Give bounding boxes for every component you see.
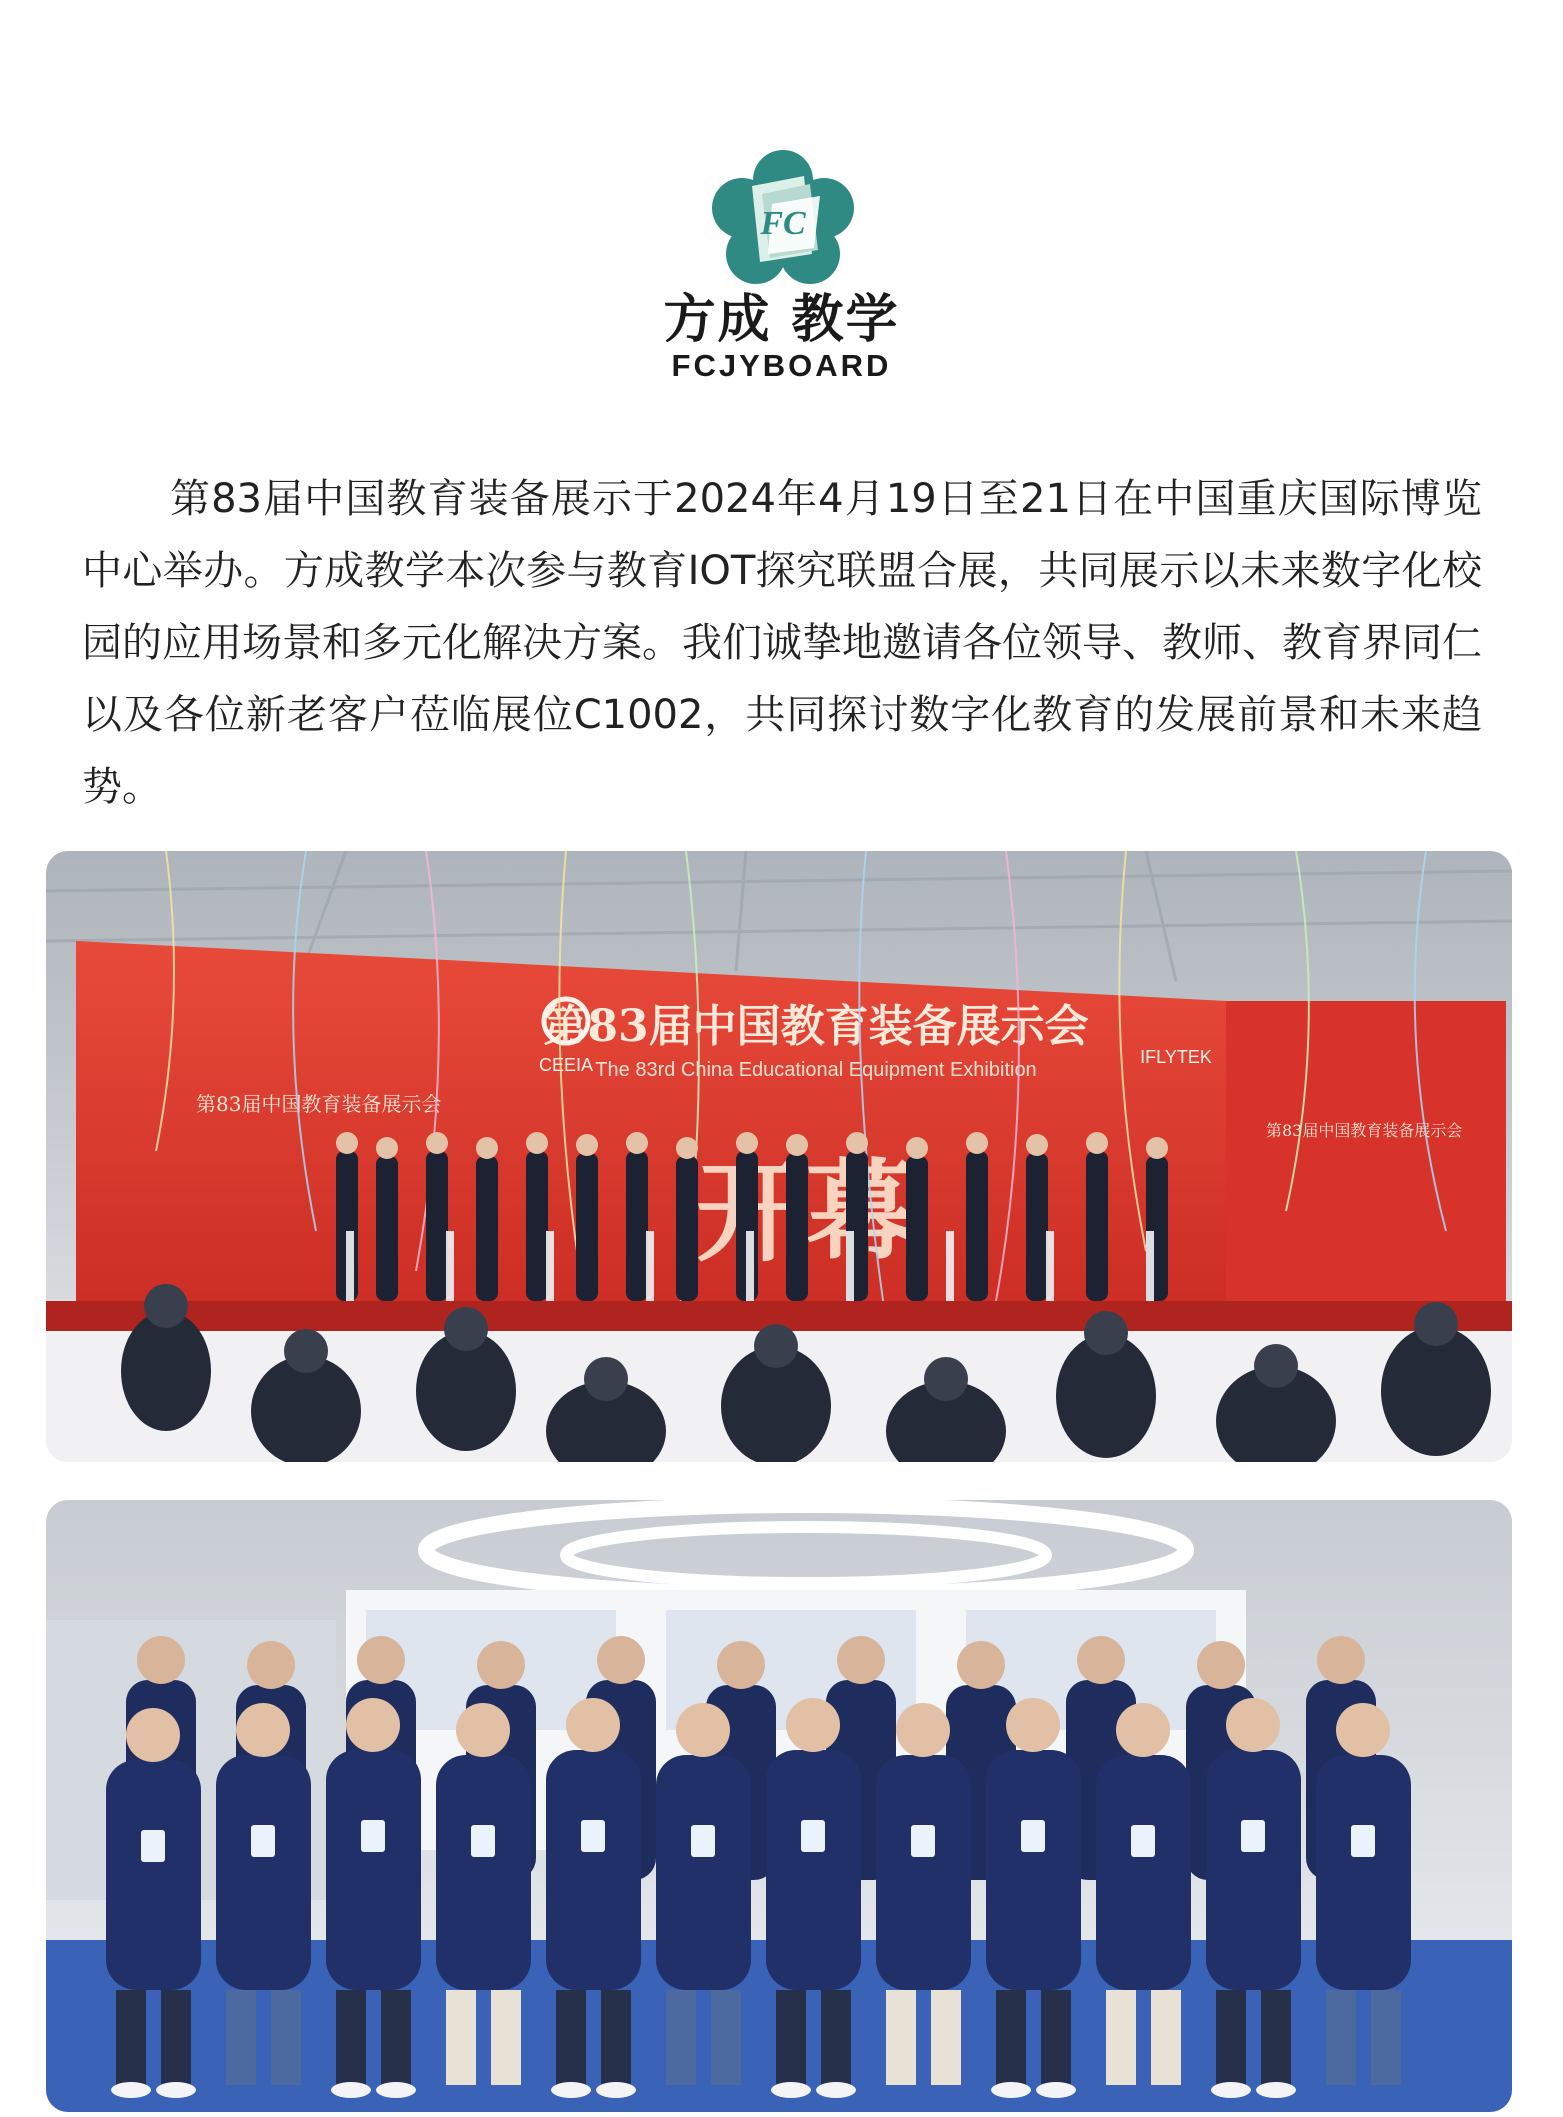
svg-text:第83届中国教育装备展示会: 第83届中国教育装备展示会: [196, 1092, 442, 1116]
svg-text:第83届中国教育装备展示会: 第83届中国教育装备展示会: [1266, 1121, 1463, 1140]
intro-paragraph: 第83届中国教育装备展示于2024年4月19日至21日在中国重庆国际博览中心举办。方成教学本次参与教育IOT探究联盟合展，共同展示以未来数字化校园的应用场景和多元化解决方案。我们诚挚地邀请各位领导、教师、教育界同仁以及各位新老客户莅临展位C1002，共同探讨数字化教育的发展前景和未来趋势。: [82, 476, 1482, 810]
opening-ceremony-photo: [46, 851, 1512, 1462]
banner-subtitle: The 83rd China Educational Equipment Exhibition: [595, 1059, 1037, 1081]
brand-logo-block: [0, 150, 1563, 385]
brand-name-cn: 方成 教学: [663, 290, 900, 350]
logo-letters: FC: [760, 205, 806, 242]
brand-name-en: FCJYBOARD: [671, 348, 892, 383]
banner-left-org: CEEIA: [538, 1055, 594, 1075]
team-group-photo: [46, 1500, 1512, 2112]
flower-logo-icon: [708, 150, 858, 285]
banner-right-org: IFLYTEK: [1140, 1047, 1212, 1067]
banner-title: 第83届中国教育装备展示会: [543, 1001, 1089, 1052]
